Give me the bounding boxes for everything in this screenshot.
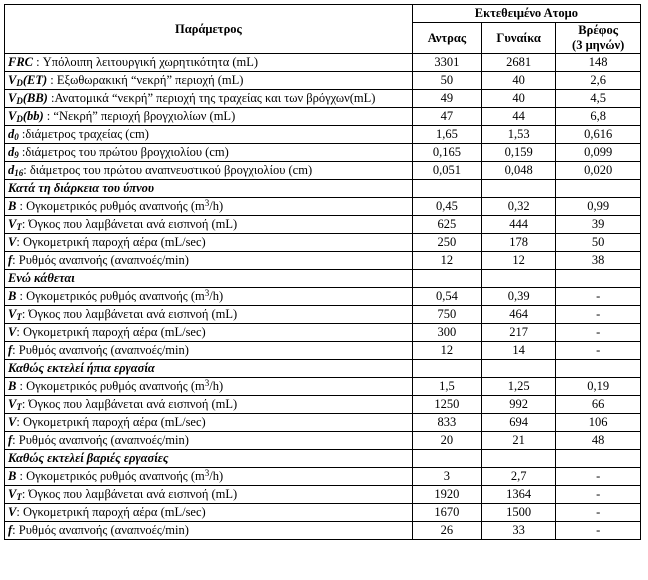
table-row	[5, 252, 641, 270]
table-row	[5, 126, 641, 144]
value-woman: 0,159	[481, 144, 555, 162]
section-row	[5, 360, 641, 378]
value-man: 50	[412, 72, 481, 90]
param-cell: $V_T$: Όγκος που λαμβάνεται ανά εισπνοή (mL)	[5, 306, 413, 324]
value-man: 300	[412, 324, 481, 342]
param-cell: V: Ογκομετρική παροχή αέρα (mL/sec)	[5, 324, 413, 342]
value-man: 3301	[412, 54, 481, 72]
param-cell: $d_0$ :διάμετρος τραχείας (cm)	[5, 126, 413, 144]
header-man: Αντρας	[412, 23, 481, 54]
value-man: 1920	[412, 486, 481, 504]
param-cell: $V_D(BB)$ :Ανατομικά “νεκρή” περιοχή της τραχείας και των βρόγχων(mL)	[5, 90, 413, 108]
value-infant: -	[556, 324, 641, 342]
value-man: 20	[412, 432, 481, 450]
value-infant: -	[556, 522, 641, 540]
table-row	[5, 234, 641, 252]
value-infant: -	[556, 342, 641, 360]
table-row	[5, 162, 641, 180]
table-row	[5, 486, 641, 504]
section-row	[5, 270, 641, 288]
value-woman: 44	[481, 108, 555, 126]
value-infant: 48	[556, 432, 641, 450]
value-infant: -	[556, 504, 641, 522]
table-row	[5, 522, 641, 540]
value-woman: 178	[481, 234, 555, 252]
value-infant: 50	[556, 234, 641, 252]
value-man: 250	[412, 234, 481, 252]
table-row	[5, 306, 641, 324]
value-woman: 40	[481, 90, 555, 108]
table-row	[5, 198, 641, 216]
param-cell: $d_9$ :διάμετρος του πρώτου βρογχιολίου (cm)	[5, 144, 413, 162]
param-cell: f: Ρυθμός αναπνοής (αναπνοές/min)	[5, 342, 413, 360]
value-man: 26	[412, 522, 481, 540]
parameters-table	[4, 4, 641, 540]
param-cell: B : Ογκομετρικός ρυθμός αναπνοής $(m^3/h)$	[5, 288, 413, 306]
value-infant: 4,5	[556, 90, 641, 108]
table-row	[5, 396, 641, 414]
param-cell: V: Ογκομετρική παροχή αέρα (mL/sec)	[5, 234, 413, 252]
value-woman: 992	[481, 396, 555, 414]
param-cell: V: Ογκομετρική παροχή αέρα (mL/sec)	[5, 504, 413, 522]
section-title: Καθώς εκτελεί ήπια εργασία	[5, 360, 413, 378]
table-row	[5, 90, 641, 108]
param-cell: $V_T$: Όγκος που λαμβάνεται ανά εισπνοή (mL)	[5, 396, 413, 414]
value-woman: 2681	[481, 54, 555, 72]
table-row	[5, 378, 641, 396]
value-man: 625	[412, 216, 481, 234]
value-woman: 1500	[481, 504, 555, 522]
value-infant: 0,19	[556, 378, 641, 396]
value-infant: 0,99	[556, 198, 641, 216]
param-cell: B : Ογκομετρικός ρυθμός αναπνοής $(m^3/h)$	[5, 198, 413, 216]
header-infant: Βρέφος (3 μηνών)	[556, 23, 641, 54]
value-woman: 12	[481, 252, 555, 270]
value-infant: -	[556, 306, 641, 324]
value-woman: 1,53	[481, 126, 555, 144]
section-title: Καθώς εκτελεί βαριές εργασίες	[5, 450, 413, 468]
table-row	[5, 504, 641, 522]
value-man: 12	[412, 252, 481, 270]
section-title: Ενώ κάθεται	[5, 270, 413, 288]
value-woman: 444	[481, 216, 555, 234]
table-row	[5, 54, 641, 72]
value-woman: 464	[481, 306, 555, 324]
header-woman: Γυναίκα	[481, 23, 555, 54]
param-cell: B : Ογκομετρικός ρυθμός αναπνοής $(m^3/h)$	[5, 378, 413, 396]
param-cell: $V_D(bb)$ : “Νεκρή” περιοχή βρογχιολίων (mL)	[5, 108, 413, 126]
value-man: 0,54	[412, 288, 481, 306]
value-man: 0,45	[412, 198, 481, 216]
param-cell: $V_T$: Όγκος που λαμβάνεται ανά εισπνοή (mL)	[5, 216, 413, 234]
value-woman: 33	[481, 522, 555, 540]
value-man: 750	[412, 306, 481, 324]
value-infant: 39	[556, 216, 641, 234]
value-woman: 0,39	[481, 288, 555, 306]
value-woman: 40	[481, 72, 555, 90]
table-row	[5, 288, 641, 306]
table-row	[5, 324, 641, 342]
value-man: 0,165	[412, 144, 481, 162]
value-woman: 217	[481, 324, 555, 342]
param-cell: f: Ρυθμός αναπνοής (αναπνοές/min)	[5, 252, 413, 270]
value-infant: 66	[556, 396, 641, 414]
value-man: 1,65	[412, 126, 481, 144]
value-woman: 1,25	[481, 378, 555, 396]
header-exposed-person: Εκτεθειμένο Ατομο	[412, 5, 640, 23]
value-woman: 694	[481, 414, 555, 432]
value-infant: 2,6	[556, 72, 641, 90]
header-parameter: Παράμετρος	[5, 5, 413, 54]
value-infant: -	[556, 486, 641, 504]
value-woman: 2,7	[481, 468, 555, 486]
value-man: 833	[412, 414, 481, 432]
table-row	[5, 216, 641, 234]
value-infant: 38	[556, 252, 641, 270]
value-woman: 0,32	[481, 198, 555, 216]
value-woman: 0,048	[481, 162, 555, 180]
value-man: 1250	[412, 396, 481, 414]
value-infant: 0,616	[556, 126, 641, 144]
value-man: 49	[412, 90, 481, 108]
value-infant: 0,099	[556, 144, 641, 162]
param-cell: f: Ρυθμός αναπνοής (αναπνοές/min)	[5, 432, 413, 450]
table-row	[5, 144, 641, 162]
value-woman: 21	[481, 432, 555, 450]
table-row	[5, 468, 641, 486]
table-row	[5, 72, 641, 90]
param-cell: $V_D(ET)$ : Εξωθωρακική “νεκρή” περιοχή (mL)	[5, 72, 413, 90]
value-man: 1670	[412, 504, 481, 522]
value-man: 47	[412, 108, 481, 126]
param-cell: V: Ογκομετρική παροχή αέρα (mL/sec)	[5, 414, 413, 432]
section-row	[5, 180, 641, 198]
value-infant: 106	[556, 414, 641, 432]
value-infant: 0,020	[556, 162, 641, 180]
value-infant: -	[556, 288, 641, 306]
param-cell: f: Ρυθμός αναπνοής (αναπνοές/min)	[5, 522, 413, 540]
param-cell: B : Ογκομετρικός ρυθμός αναπνοής $(m^3/h)$	[5, 468, 413, 486]
value-woman: 14	[481, 342, 555, 360]
value-man: 3	[412, 468, 481, 486]
param-cell: $d_{16}$: διάμετρος του πρώτου αναπνευστικού βρογχιολίου (cm)	[5, 162, 413, 180]
value-woman: 1364	[481, 486, 555, 504]
value-infant: 148	[556, 54, 641, 72]
table-row	[5, 108, 641, 126]
table-row	[5, 414, 641, 432]
value-man: 12	[412, 342, 481, 360]
value-man: 0,051	[412, 162, 481, 180]
param-cell: FRC : Υπόλοιπη λειτουργική χωρητικότητα (mL)	[5, 54, 413, 72]
section-title: Κατά τη διάρκεια του ύπνου	[5, 180, 413, 198]
table-row	[5, 432, 641, 450]
value-infant: 6,8	[556, 108, 641, 126]
table-row	[5, 342, 641, 360]
section-row	[5, 450, 641, 468]
value-man: 1,5	[412, 378, 481, 396]
value-infant: -	[556, 468, 641, 486]
param-cell: $V_T$: Όγκος που λαμβάνεται ανά εισπνοή (mL)	[5, 486, 413, 504]
